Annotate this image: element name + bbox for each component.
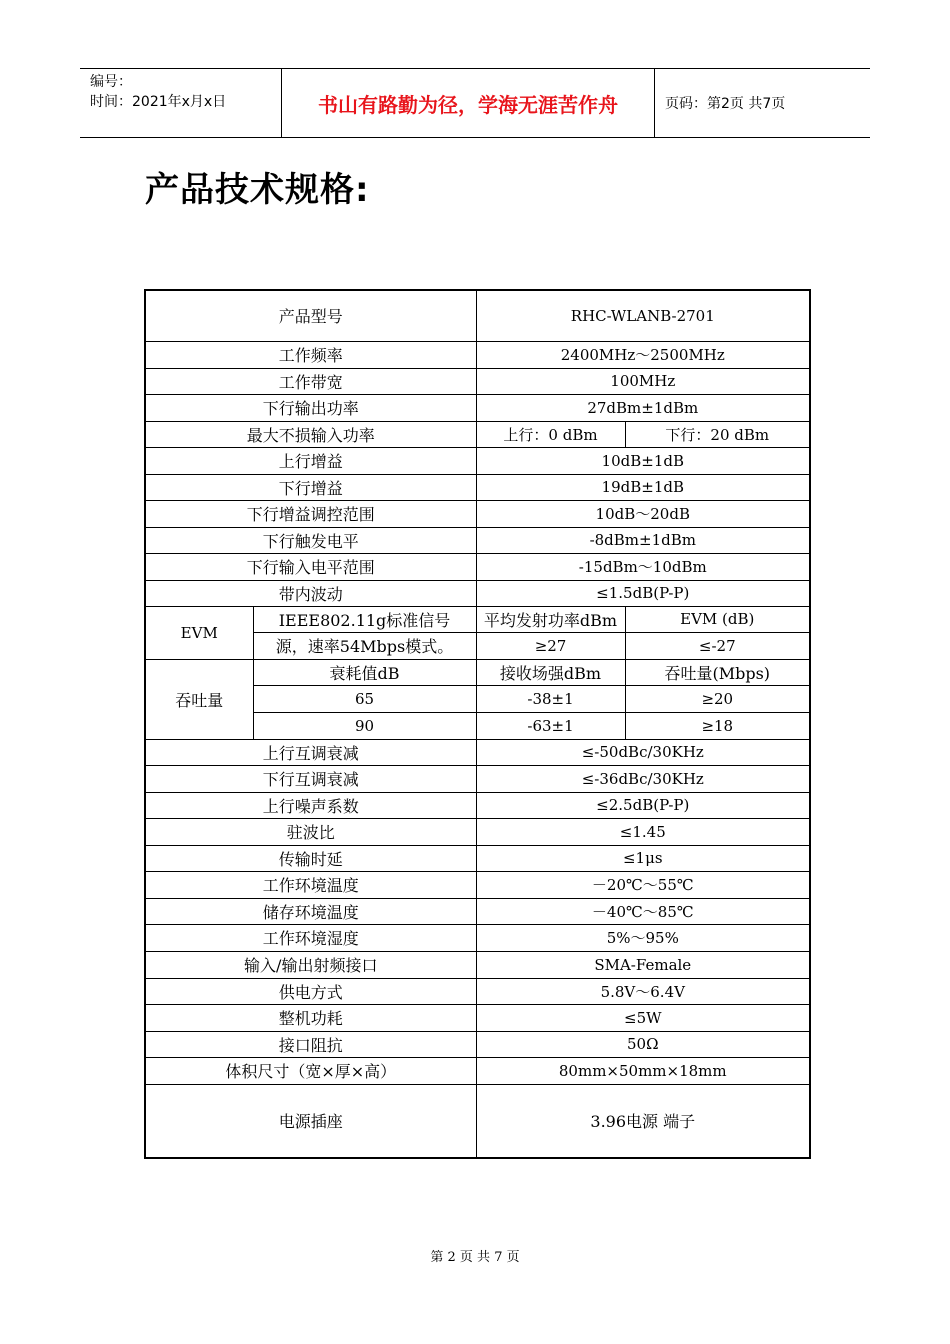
table-row <box>145 1031 810 1057</box>
row-value: 2400MHz～2500MHz <box>476 341 810 368</box>
row-label: 上行增益 <box>145 447 476 474</box>
row-label: 下行输入电平范围 <box>145 553 476 580</box>
table-row <box>145 659 810 685</box>
row-label: 输入/输出射频接口 <box>145 951 476 978</box>
row-label: 工作带宽 <box>145 368 476 394</box>
serial-label: 编号： <box>90 74 132 90</box>
table-row <box>145 553 810 580</box>
row-value: －40℃～85℃ <box>476 898 810 924</box>
table-row <box>145 818 810 845</box>
row-label: 传输时延 <box>145 845 476 871</box>
row-value: 19dB±1dB <box>476 474 810 500</box>
throughput-header: 接收场强dBm <box>476 659 625 685</box>
table-row <box>145 290 810 341</box>
row-value: ≤5W <box>476 1004 810 1031</box>
row-value: ≤1μs <box>476 845 810 871</box>
row-value: ≤2.5dB(P-P) <box>476 792 810 818</box>
table-row <box>145 474 810 500</box>
row-value: ≤1.45 <box>476 818 810 845</box>
row-label: 体积尺寸（宽×厚×高） <box>145 1057 476 1084</box>
row-value: 10dB～20dB <box>476 500 810 527</box>
table-row <box>145 1004 810 1031</box>
header-motto: 书山有路勤为径，学海无涯苦作舟 <box>282 69 655 137</box>
row-label: 下行互调衰减 <box>145 765 476 792</box>
table-row <box>145 341 810 368</box>
page-header <box>80 68 870 138</box>
row-value: RHC-WLANB-2701 <box>476 290 810 341</box>
evm-col2-value: ≤-27 <box>625 632 810 659</box>
table-row <box>145 421 810 447</box>
table-row <box>145 447 810 474</box>
row-value: 50Ω <box>476 1031 810 1057</box>
row-value: ≤-50dBc/30KHz <box>476 739 810 765</box>
row-label: 上行互调衰减 <box>145 739 476 765</box>
throughput-cell: 90 <box>253 712 476 739</box>
table-row <box>145 792 810 818</box>
row-label: 工作频率 <box>145 341 476 368</box>
evm-col1-header: 平均发射功率dBm <box>476 606 625 632</box>
row-label: 接口阻抗 <box>145 1031 476 1057</box>
table-row <box>145 1084 810 1158</box>
row-value: 27dBm±1dBm <box>476 394 810 421</box>
table-row <box>145 845 810 871</box>
table-row <box>145 951 810 978</box>
table-row <box>145 898 810 924</box>
page-footer: 第 2 页 共 7 页 <box>430 1250 520 1265</box>
row-label: 下行增益 <box>145 474 476 500</box>
row-value: ≤1.5dB(P-P) <box>476 580 810 606</box>
row-value: －20℃～55℃ <box>476 871 810 898</box>
header-page-info: 页码：第2页 共7页 <box>665 96 786 112</box>
throughput-label: 吞吐量 <box>145 659 253 739</box>
row-label: 储存环境温度 <box>145 898 476 924</box>
row-value: -15dBm～10dBm <box>476 553 810 580</box>
header-meta <box>80 69 282 137</box>
table-row <box>145 606 810 632</box>
row-value-down: 下行：20 dBm <box>625 421 810 447</box>
throughput-header: 衰耗值dB <box>253 659 476 685</box>
row-label: 上行噪声系数 <box>145 792 476 818</box>
spec-table <box>144 289 811 1159</box>
row-value: 3.96电源 端子 <box>476 1084 810 1158</box>
row-value: 10dB±1dB <box>476 447 810 474</box>
throughput-cell: ≥18 <box>625 712 810 739</box>
row-label: 下行输出功率 <box>145 394 476 421</box>
throughput-header: 吞吐量(Mbps) <box>625 659 810 685</box>
table-row <box>145 871 810 898</box>
row-label: 供电方式 <box>145 978 476 1004</box>
evm-desc-line1: IEEE802.11g标准信号 <box>253 606 476 632</box>
throughput-cell: 65 <box>253 685 476 712</box>
row-label: 电源插座 <box>145 1084 476 1158</box>
time-label: 时间：2021年x月x日 <box>90 94 227 110</box>
table-row <box>145 1057 810 1084</box>
row-value: 80mm×50mm×18mm <box>476 1057 810 1084</box>
evm-col2-header: EVM (dB) <box>625 606 810 632</box>
table-row <box>145 500 810 527</box>
row-label: 最大不损输入功率 <box>145 421 476 447</box>
document-title: 产品技术规格: <box>145 170 370 210</box>
row-label: 工作环境温度 <box>145 871 476 898</box>
row-value: 5%～95% <box>476 924 810 951</box>
row-value-up: 上行：0 dBm <box>476 421 625 447</box>
row-value: 5.8V～6.4V <box>476 978 810 1004</box>
throughput-cell: -63±1 <box>476 712 625 739</box>
row-value: SMA-Female <box>476 951 810 978</box>
row-label: 下行增益调控范围 <box>145 500 476 527</box>
table-row <box>145 368 810 394</box>
row-label: 工作环境湿度 <box>145 924 476 951</box>
evm-desc-line2: 源，速率54Mbps模式。 <box>253 632 476 659</box>
row-value: ≤-36dBc/30KHz <box>476 765 810 792</box>
table-row <box>145 765 810 792</box>
row-label: 带内波动 <box>145 580 476 606</box>
row-label: 产品型号 <box>145 290 476 341</box>
row-label: 下行触发电平 <box>145 527 476 553</box>
table-row <box>145 580 810 606</box>
table-row <box>145 394 810 421</box>
table-row <box>145 924 810 951</box>
row-label: 驻波比 <box>145 818 476 845</box>
row-value: -8dBm±1dBm <box>476 527 810 553</box>
row-label: 整机功耗 <box>145 1004 476 1031</box>
throughput-cell: ≥20 <box>625 685 810 712</box>
evm-label: EVM <box>145 606 253 659</box>
row-value: 100MHz <box>476 368 810 394</box>
table-row <box>145 739 810 765</box>
evm-col1-value: ≥27 <box>476 632 625 659</box>
table-row <box>145 978 810 1004</box>
throughput-cell: -38±1 <box>476 685 625 712</box>
table-row <box>145 527 810 553</box>
